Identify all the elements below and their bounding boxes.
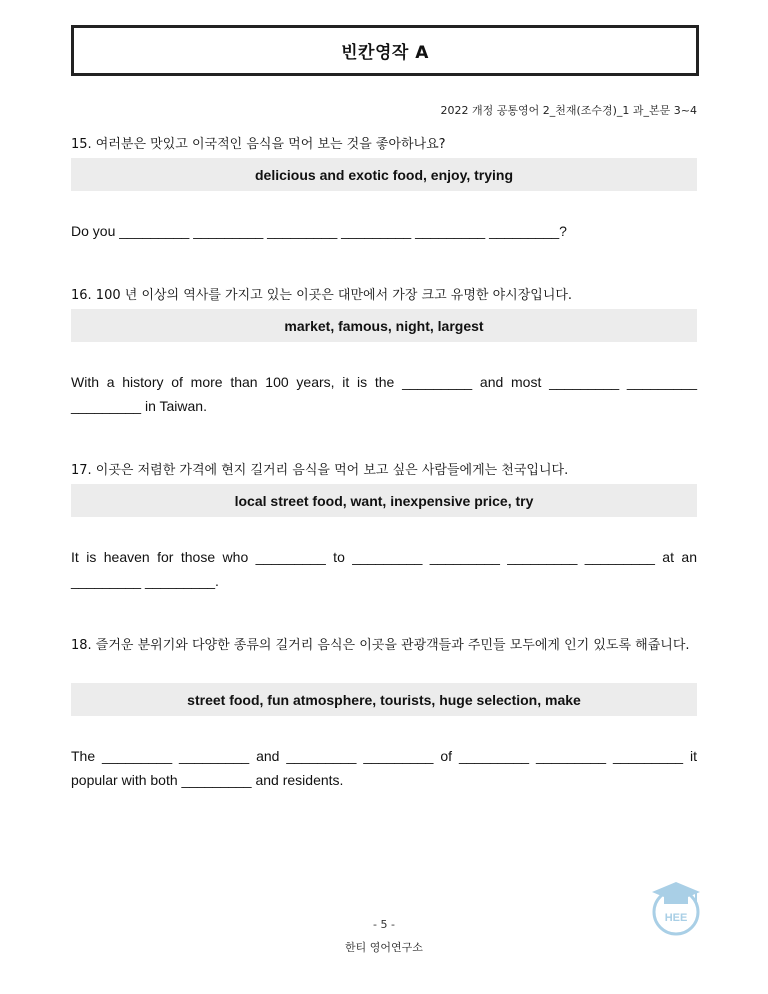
subtitle: 2022 개정 공통영어 2_천재(조수경)_1 과_본문 3~4 bbox=[440, 104, 697, 117]
organization-name: 한티 영어연구소 bbox=[345, 941, 423, 954]
question-15-korean: 15. 여러분은 맛있고 이국적인 음식을 먹어 보는 것을 좋아하나요? bbox=[71, 137, 446, 152]
question-17-answer: It is heaven for those who _________ to _________ _________ _________ _________ at an _________ _________. bbox=[71, 549, 697, 589]
logo-text: HEE bbox=[664, 912, 688, 924]
question-16-answer: With a history of more than 100 years, it is the _________ and most _________ _________ _________ in Taiwan. bbox=[71, 374, 697, 414]
graduation-cap-logo-icon bbox=[648, 878, 704, 938]
hint-text: local street food, want, inexpensive price, try bbox=[234, 492, 534, 509]
hint-text: delicious and exotic food, enjoy, trying bbox=[255, 166, 513, 183]
title-box bbox=[71, 25, 699, 76]
question-17-korean: 17. 이곳은 저렴한 가격에 현지 길거리 음식을 먹어 보고 싶은 사람들에게는 천국입니다. bbox=[71, 463, 569, 478]
question-16-hint bbox=[71, 309, 697, 342]
question-15-answer: Do you _________ _________ _________ _________ _________ _________? bbox=[71, 223, 567, 239]
question-18-answer: The _________ _________ and _________ _________ of _________ _________ _________ it popular with both _________ and residents. bbox=[71, 748, 697, 788]
question-15-hint bbox=[71, 158, 697, 191]
question-18-korean: 18. 즐거운 분위기와 다양한 종류의 길거리 음식은 이곳을 관광객들과 주민들 모두에게 인기 있도록 해줍니다. bbox=[71, 638, 690, 653]
question-18-hint bbox=[71, 683, 697, 716]
question-17-hint bbox=[71, 484, 697, 517]
hint-text: market, famous, night, largest bbox=[284, 317, 484, 334]
question-16-korean: 16. 100 년 이상의 역사를 가지고 있는 이곳은 대만에서 가장 크고 유명한 야시장입니다. bbox=[71, 288, 573, 303]
hint-text: street food, fun atmosphere, tourists, huge selection, make bbox=[187, 691, 581, 708]
page-number: - 5 - bbox=[373, 918, 395, 931]
page-title: 빈칸영작 A bbox=[341, 43, 429, 63]
